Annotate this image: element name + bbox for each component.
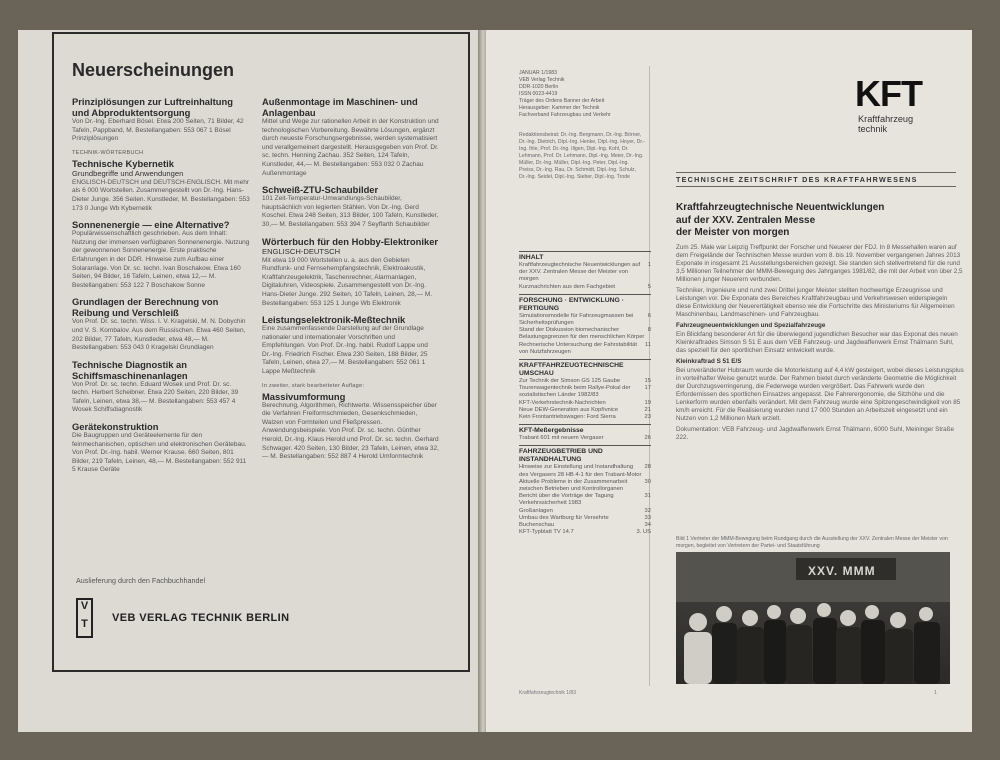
book-title: Sonnenenergie — eine Alternative? bbox=[72, 219, 230, 231]
toc-entry[interactable] bbox=[519, 479, 651, 493]
article-title-line: auf der XXV. Zentralen Messe bbox=[676, 214, 816, 226]
toc-entry-page: 17 bbox=[644, 385, 651, 392]
toc-entry-page: 33 bbox=[644, 514, 651, 521]
book-title: Schweiß-ZTU-Schaubilder bbox=[262, 184, 379, 196]
toc-entry-page: 19 bbox=[644, 399, 651, 406]
toc-entry-title: Kurznachrichten aus dem Fachgebiet bbox=[519, 283, 616, 290]
toc-entry-title: Stand der Diskussion biomechanischer Belastungsgrenzen für den menschlichen Körper bbox=[519, 327, 645, 341]
distribution-note: Auslieferung durch den Fachbuchhandel bbox=[76, 576, 206, 585]
toc-entry[interactable] bbox=[519, 522, 651, 529]
toc-entry-title: Zur Technik der Simson GS 125 Gaube bbox=[519, 378, 621, 385]
toc-entry-page: 1 bbox=[647, 262, 651, 268]
toc-entry-title: Aktuelle Probleme in der Zusammenarbeit zwischen Betrieben und Kontrollorganen bbox=[519, 478, 628, 493]
book-entry bbox=[72, 421, 250, 475]
imprint-line: ISSN 0023-4419 bbox=[519, 91, 558, 97]
toc-entry-page: 8 bbox=[647, 327, 651, 334]
book-entry bbox=[262, 184, 440, 229]
imprint-line: Herausgeber: Kammer der Technik bbox=[519, 105, 600, 111]
kft-subtitle-line2: technik bbox=[858, 124, 888, 134]
toc-section-heading: KFT-Meßergebnisse bbox=[519, 424, 651, 435]
toc-entry[interactable] bbox=[519, 378, 651, 385]
book-title: Leistungselektronik-Meßtechnik bbox=[262, 314, 406, 326]
article-subheading: Kleinkraftrad S 51 E/S bbox=[676, 358, 742, 365]
book-description: Mittel und Wege zur rationellen Arbeit in der Konstruktion und technologischen Vorbereitung. Bewährte Lösungen, ergänzt durch neueste Forschungsergebnisse, werden systematisiert und verallgemeinert dargestellt. Herausgegeben von Prof. Dr. sc. techn. Henning Zachau. 352 Seiten, 124 Tafeln, Kunstleder, 44,— M. Bestellangaben: 553 032 0 Zachau Außenmontage bbox=[262, 118, 439, 177]
toc-entry-page: 34 bbox=[644, 522, 651, 529]
toc-entry[interactable] bbox=[519, 262, 651, 284]
kft-logo-subtitle bbox=[858, 114, 913, 134]
photo-caption: Bild 1 Vertreter der MMM-Bewegung beim Rundgang durch die Ausstellung der XXV. Zentralen Messe der Meister von morgen, begleitet von Vertretern der Partei- und Staatsführung bbox=[676, 536, 948, 549]
toc-entry[interactable] bbox=[519, 414, 651, 421]
book-title: Massivumformung bbox=[262, 390, 346, 402]
book-series-label: In zweiter, stark bearbeiteter Auflage: bbox=[262, 382, 365, 389]
toc-entry-title: KFT-Verkehrstechnik-Nachrichten bbox=[519, 399, 606, 406]
table-of-contents bbox=[519, 248, 651, 536]
toc-entry-title: Neue DEW-Generation aus Kopřivnice bbox=[519, 406, 619, 413]
toc-entry[interactable] bbox=[519, 493, 651, 507]
toc-entry-page: 31 bbox=[644, 493, 651, 500]
toc-entry-page: 15 bbox=[644, 378, 651, 385]
toc-entry-page: 23 bbox=[644, 414, 651, 421]
imprint-line: JANUAR 1/1983 bbox=[519, 70, 558, 76]
book-description: Von Prof. Dr. sc. techn. Wiss. I. V. Kragelski, M. N. Dobychin und V. S. Kombalov. Aus dem Russischen. Etwa 460 Seiten, 202 Bilder, 77 Tafeln, Kunstleder, etwa 48,— M. Bestellangaben: 553 043 0 Kragelski Grundlagen bbox=[72, 318, 246, 352]
toc-entry-title: Tourenwagentechnik beim Rallye-Pokal der sozialistischen Länder 1982/83 bbox=[519, 385, 631, 399]
toc-section-heading: KRAFTFAHRZEUGTECHNISCHE UMSCHAU bbox=[519, 359, 651, 378]
toc-entry-title: Kein Frontantriebswagen: Ford Sierra bbox=[519, 414, 616, 421]
book-description: Populärwissenschaftlich geschrieben. Aus dem Inhalt: Nutzung der immensen verfügbaren Sonnenenergie. Nutzung der gewonnenen Sonnenenergie. Erste praktische Erfahrungen in der DDR. Hinweise zum Aufbau einer Solaranlage. Von Dr. sc. techn. Ivan Boschakow. Etwa 160 Seiten, 94 Bilder, 16 Tafeln, Leinen, etwa 12,— M. Bestellangaben: 553 122 7 Boschakow Sonne bbox=[72, 230, 250, 289]
toc-entry-title: Bericht über die Vorträge der Tagung Verkehrssicherheit 1983 bbox=[519, 493, 614, 507]
article-title-line: Kraftfahrzeugtechnische Neuentwicklungen bbox=[676, 202, 885, 213]
logo-letter-t: T bbox=[81, 618, 88, 630]
toc-entry-title: Hinweise zur Einstellung und Instandhaltung des Vergasers 28 HB 4-1 für den Trabant-Motor bbox=[519, 464, 642, 478]
publisher-name: VEB VERLAG TECHNIK BERLIN bbox=[112, 612, 290, 624]
book-series-label: TECHNIK-WÖRTERBUCH bbox=[72, 149, 144, 156]
toc-section-heading: FORSCHUNG · ENTWICKLUNG · FERTIGUNG bbox=[519, 294, 651, 313]
toc-entry-title: Buchenschau bbox=[519, 522, 555, 529]
imprint-line: Träger des Ordens Banner der Arbeit bbox=[519, 98, 605, 104]
article-paragraph: Zum 25. Male war Leipzig Treffpunkt der Forscher und Neuerer der FDJ. In 8 Messehallen waren auf dem Freigelände der Technischen Messe wurden vom 8. bis 19. November vergangenen Jahres 2013 Exponate in insgesamt 21 Ausstellungsbereichen gezeigt. Sie standen sich stellvertretend für die rund 3,5 Millionen Teilnehmer der MMM-Bewegung des Jahrganges 1981/82, die mit der Arbeit von über 2,5 Millionen junger Neuerern verbunden. bbox=[676, 244, 963, 283]
event-photo bbox=[676, 552, 950, 684]
vt-logo bbox=[76, 598, 93, 638]
toc-entry-title: Kraftfahrzeugtechnische Neuentwicklungen auf der XXV. Zentralen Messe der Meister von morgen bbox=[519, 262, 641, 283]
toc-entry-title: Großanlagen bbox=[519, 507, 553, 514]
book-entry bbox=[72, 359, 250, 415]
book-entry bbox=[72, 219, 250, 290]
toc-entry-page: 11 bbox=[644, 341, 651, 348]
toc-entry-title: Simulationsmodelle für Fahrzeugmassen bei Sicherheitsprüfungen bbox=[519, 312, 634, 327]
book-title: Technische Diagnostik an Schiffsmaschinenanlagen bbox=[72, 358, 188, 381]
toc-entry[interactable] bbox=[519, 515, 651, 522]
toc-entry-page: 32 bbox=[644, 507, 651, 514]
imprint-line: VEB Verlag Technik bbox=[519, 77, 565, 83]
toc-entry[interactable] bbox=[519, 529, 651, 536]
book-entry bbox=[72, 150, 250, 213]
book-subtitle: Grundbegriffe und Anwendungen bbox=[72, 168, 184, 178]
toc-entry[interactable] bbox=[519, 435, 651, 442]
imprint bbox=[519, 70, 645, 119]
book-title: Technische Kybernetik bbox=[72, 157, 174, 169]
exhibition-sign: XXV. MMM bbox=[808, 564, 876, 578]
book-description: Von Prof. Dr. sc. techn. Eduard Wosek und Prof. Dr. sc. techn. Herbert Scheibner. Etwa 220 Seiten, 220 Bilder, 39 Tafeln, Leinen, etwa 38,— M. Bestellangaben: 553 457 4 Wosek Schiffsdiagnostik bbox=[72, 380, 239, 414]
toc-entry-page: 3. US bbox=[636, 529, 651, 536]
book-description: Die Baugruppen und Geräteelemente für den feinmechanischen, optischen und elektronischen Gerätebau. Von Prof. Dr.-Ing. habil. Werner Krause. 660 Seiten, 801 Bilder, 219 Tafeln, Leinen, 48,— M. Bestellangaben: 552 911 5 Krause Geräte bbox=[72, 432, 247, 474]
logo-letter-v: V bbox=[80, 600, 89, 612]
toc-entry[interactable] bbox=[519, 508, 651, 515]
book-description: Von Dr.-Ing. Eberhard Bösel. Etwa 200 Seiten, 71 Bilder, 42 Tafeln, Pappband, M. Bestellangaben: 553 067 1 Bösel Prinziplösungen bbox=[72, 118, 244, 143]
book-description: ENGLISCH-DEUTSCH und DEUTSCH-ENGLISCH. Mit mehr als 6 000 Wortstellen. Zusammengestellt von Dr.-Ing. Hans-Dieter Junge. 356 Seiten. Kunstleder, M. Bestellangaben: 553 173 0 Junge Wb Kybernetik bbox=[72, 178, 250, 212]
article-paragraph: Ein Blickfang besonderer Art für die überwiegend jugendlichen Besucher war das Exponat des neuen Kleinkraftrades Simson S 51 E aus dem VEB Fahrzeug- und Jagdwaffenwerk Ernst Thälmann Suhl, das speziell für den sportlichen Einsatz entwickelt wurde. bbox=[676, 331, 958, 354]
article-paragraph: Bei unveränderter Hubraum wurde die Motorleistung auf 4,4 kW gesteigert, wobei dieses Leistungsplus in vorteilhafter Weise genutzt wurde. Der Rahmen bietet durch veränderte Geometrie die Möglichkeit der Durchzugsverringerung, die Federwege wurden vergrößert. Das Fahrwerk wurde den Erfordernissen des sportlichen Einsatzes angepasst. Die Fahrerergonomie, die Sitzhöhe und die Lenkerform wurden ebenfalls verändert. Mit dem Fahrzeug wurde eine Spitzengeschwindigkeit von 85 km/h erreicht. Für die Realisierung wurden rund 17 000 Stunden an Arbeitszeit eingesetzt und ein Nutzen von 1,2 Millionen Mark erzielt. bbox=[676, 367, 964, 422]
footer-journal: Kraftfahrzeugtechnik 1/83 bbox=[519, 690, 576, 696]
book-description: Eine zusammenfassende Darstellung auf der Grundlage nationaler und internationaler Vorschriften und Empfehlungen. Von Prof. Dr.-Ing. habil. Rudolf Lappe und Dr.-Ing. Friedrich Fischer. Etwa 230 Seiten, 188 Bilder, 25 Tafeln, Leinen, etwa 27,— M. Bestellangaben: 552 061 1 Lappe Meßtechnik bbox=[262, 325, 428, 376]
toc-entry[interactable] bbox=[519, 400, 651, 407]
imprint-line: DDR-1020 Berlin bbox=[519, 84, 559, 90]
toc-entry-page: 30 bbox=[644, 478, 651, 485]
toc-entry-title: Trabant 601 mit neuem Vergaser bbox=[519, 435, 604, 442]
toc-section-heading: INHALT bbox=[519, 251, 651, 262]
article-body bbox=[676, 244, 964, 445]
kft-subtitle-line1: Kraftfahrzeug bbox=[858, 114, 914, 124]
toc-entry-title: Umbau des Wartburg für Versehrte bbox=[519, 514, 609, 521]
article-paragraph: Dokumentation: VEB Fahrzeug- und Jagdwaffenwerk Ernst Thälmann, 6000 Suhl, Meininger Straße 222. bbox=[676, 426, 955, 441]
page-number: 1 bbox=[934, 690, 937, 696]
book-title: Wörterbuch für den Hobby-Elektroniker bbox=[262, 235, 439, 247]
toc-entry-title: KFT-Typblatt TV 14.7 bbox=[519, 529, 574, 536]
editorial-board: Redaktionsbeirat: Dr.-Ing. Bergmann, Dr.-Ing. Börner, Dr.-Ing. Dietrich, Dipl.-Ing. Henke, Dipl.-Ing. Hoyer, Dr.-Ing. Ihle, Prof. Dr.-Ing. Illgen, Dipl.-Ing. Kohl, Dr. Lehmann, Prof. Dr. Lehmann, Dipl.-Ing. Meier, Dr.-Ing. Müller, Dr.-Ing. Müller, Dipl.-Ing. Peter, Dipl.-Ing. Preiss, Dr.-Ing. Rau, Dr. Schmidt, Dipl.-Ing. Schulz, Dr.-Ing. Seidel, Dipl.-Ing. Sieber, Dipl.-Ing. Trode bbox=[519, 132, 645, 180]
toc-entry[interactable] bbox=[519, 284, 651, 291]
toc-entry[interactable] bbox=[519, 342, 651, 356]
toc-entry[interactable] bbox=[519, 385, 651, 399]
book-entry bbox=[262, 314, 440, 377]
toc-entry[interactable] bbox=[519, 327, 651, 341]
toc-section-heading: FAHRZEUGBETRIEB UND INSTANDHALTUNG bbox=[519, 445, 651, 464]
toc-entry-page: 21 bbox=[644, 406, 651, 413]
toc-entry[interactable] bbox=[519, 313, 651, 327]
page-heading: Neuerscheinungen bbox=[72, 60, 235, 80]
book-title: Außenmontage im Maschinen- und Anlagenbau bbox=[262, 96, 418, 118]
book-description: Berechnung, Algorithmen, Richtwerte. Wissensspeicher über die Verfahren Freiformschmieden, Gesenkschmieden, Walzen von Formteilen und Fließpressen. Anwendungsbeispiele. Von Prof. Dr. sc. techn. Günther Herold, Dr.-Ing. Klaus Herold und Prof. Dr. sc. techn. Gerhard Schwager. 420 Seiten, 130 Bilder, 23 Tafeln, Leinen, etwa 32,— M. Bestellangaben: 552 887 4 Herold Umformtechnik bbox=[262, 401, 439, 461]
toc-entry-page: 6 bbox=[647, 312, 651, 319]
book-entry bbox=[72, 296, 250, 352]
toc-entry-page: 28 bbox=[644, 464, 651, 471]
article-title bbox=[676, 202, 966, 240]
kft-logo: KFT bbox=[855, 73, 922, 114]
article-paragraph: Techniker, Ingenieure und rund zwei Drittel junger Meister stellten hochwertige Erzeugnisse und Leistungen vor. Die Exponate des Bereiches Kraftfahrzeugbau und Verkehrswesen widerspiegeln diese Entwicklung der Neuerertätigkeit ebenso wie die Fortschritte des Ministeriums für Allgemeinen Maschinenbau, Landmaschinen- und Fahrzeugbau. bbox=[676, 287, 955, 318]
book-description: Mit etwa 19 000 Wortstellen u. a. aus den Gebieten Rundfunk- und Fernsehempfangstechnik, Elektroakustik, Kraftfahrzeugelektrik, Taschenrechner, Alarmanlagen, Digitaluhren, Videospiele. Zusammengestellt von Dr.-Ing. Hans-Dieter Junge. 292 Seiten, 10 Tafeln, Leinen, 28,— M. Bestellangaben: 553 125 1 Junge Wb Elektronik bbox=[262, 256, 433, 307]
toc-entry[interactable] bbox=[519, 407, 651, 414]
book-description: 101 Zeit-Temperatur-Umwandlungs-Schaubilder, hauptsächlich von legierten Stählen. Von Dr.-Ing. Gerd Koschel. Etwa 248 Seiten, 313 Bilder, 100 Tafeln, Kunstleder, 30,— M. Bestellangaben: 553 394 7 Seyffarth Schaubilder bbox=[262, 195, 439, 228]
book-column-right bbox=[262, 96, 440, 468]
imprint-line: Fachverband Fahrzeugbau und Verkehr bbox=[519, 112, 611, 118]
book-title: Gerätekonstruktion bbox=[72, 421, 159, 433]
toc-entry-page: 5 bbox=[647, 283, 651, 290]
book-entry bbox=[262, 236, 440, 309]
book-entry bbox=[262, 383, 440, 462]
article-subheading: Fahrzeugneuentwicklungen und Spezialfahrzeuge bbox=[676, 322, 826, 329]
toc-entry[interactable] bbox=[519, 464, 651, 478]
magazine-tagline: TECHNISCHE ZEITSCHRIFT DES KRAFTFAHRWESENS bbox=[676, 172, 956, 187]
book-column-left bbox=[72, 96, 250, 481]
book-title: Prinziplösungen zur Luftreinhaltung und Abproduktentsorgung bbox=[72, 96, 233, 118]
toc-entry-title: Rechnerische Untersuchung der Fahrstabilität von Nutzfahrzeugen bbox=[519, 341, 637, 355]
toc-entry-page: 26 bbox=[644, 435, 651, 442]
book-title: Grundlagen der Berechnung von Reibung und Verschleiß bbox=[72, 296, 219, 319]
book-entry bbox=[72, 96, 250, 144]
article-title-line: der Meister von morgen bbox=[676, 227, 790, 238]
book-subtitle: ENGLISCH-DEUTSCH bbox=[262, 246, 341, 256]
book-entry bbox=[262, 96, 440, 178]
